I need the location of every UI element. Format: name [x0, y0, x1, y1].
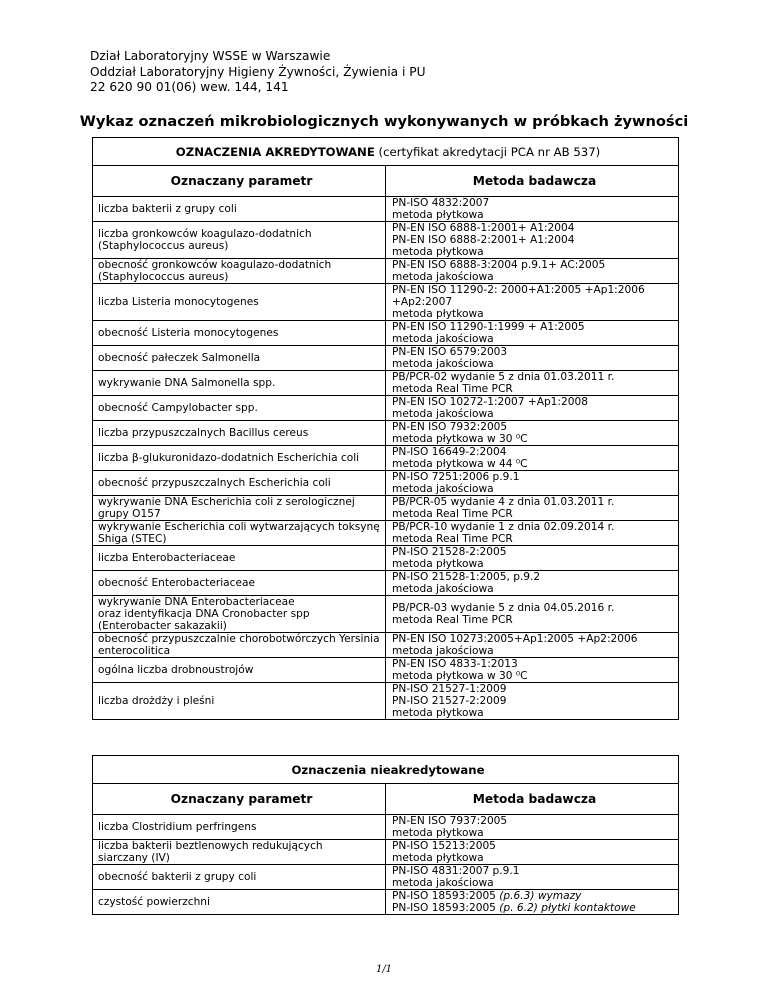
lab-header	[90, 49, 426, 96]
method-line	[392, 902, 678, 914]
table-row	[93, 446, 679, 471]
param-cell	[93, 840, 386, 865]
non-accredited-heading: Oznaczenia nieakredytowane	[93, 756, 679, 784]
method-line: PN-EN ISO 6888-2:2001+ A1:2004	[392, 234, 575, 246]
method-line: PB/PCR-02 wydanie 5 z dnia 01.03.2011 r.	[392, 371, 615, 383]
method-line: PN-EN ISO 7937:2005	[392, 815, 508, 827]
method-line: metoda Real Time PCR	[392, 533, 513, 545]
param-cell	[93, 546, 386, 571]
method-line: PN-ISO 21528-2:2005	[392, 546, 507, 558]
method-line: metoda płytkowa	[392, 558, 484, 570]
method-line: metoda jakościowa	[392, 358, 494, 370]
table-row	[93, 371, 679, 396]
param-cell	[93, 346, 386, 371]
accredited-heading	[93, 138, 679, 166]
method-line: PN-EN ISO 6579:2003	[392, 346, 508, 358]
param-line: liczba Enterobacteriaceae	[98, 552, 236, 564]
page-title: Wykaz oznaczeń mikrobiologicznych wykonywanych w próbkach żywności	[79, 113, 689, 130]
param-cell	[93, 222, 386, 259]
param-line: obecność Enterobacteriaceae	[98, 577, 255, 589]
method-line: PN-EN ISO 7932:2005	[392, 421, 508, 433]
table-row	[93, 865, 679, 890]
param-cell	[93, 571, 386, 596]
method-line: PB/PCR-05 wydanie 4 z dnia 01.03.2011 r.	[392, 496, 615, 508]
param-line: grupy O157	[98, 508, 161, 520]
method-line: metoda jakościowa	[392, 645, 494, 657]
method-cell	[386, 546, 679, 571]
method-cell	[386, 596, 679, 633]
table-row	[93, 259, 679, 284]
header-line-2: Oddział Laboratoryjny Higieny Żywności, Żywienia i PU	[90, 64, 426, 79]
method-line: metoda jakościowa	[392, 271, 494, 283]
method-cell	[386, 284, 679, 321]
table-row	[93, 521, 679, 546]
table-row	[93, 321, 679, 346]
method-line: metoda Real Time PCR	[392, 383, 513, 395]
param-line: wykrywanie DNA Salmonella spp.	[98, 377, 276, 389]
param-line: Shiga (STEC)	[98, 533, 167, 545]
method-note: (p.6.3) wymazy	[499, 890, 582, 902]
method-cell	[386, 421, 679, 446]
method-line: PN-ISO 7251:2006 p.9.1	[392, 471, 520, 483]
param-line: obecność bakterii z grupy coli	[98, 871, 257, 883]
param-line: obecność przypuszczalnych Escherichia coli	[98, 477, 331, 489]
param-line: oraz identyfikacja DNA Cronobacter spp	[98, 608, 310, 620]
non-accredited-table	[92, 755, 679, 915]
method-code: PN-ISO 18593:2005	[392, 902, 500, 914]
method-line: PN-ISO 4832:2007	[392, 197, 490, 209]
method-line: PN-ISO 4831:2007 p.9.1	[392, 865, 520, 877]
method-line: PN-EN ISO 11290-2: 2000+A1:2005 +Ap1:2006	[392, 284, 645, 296]
table-row	[93, 346, 679, 371]
method-line: PN-EN ISO 10272-1:2007 +Ap1:2008	[392, 396, 588, 408]
accredited-column-headers	[93, 166, 679, 197]
method-line: metoda Real Time PCR	[392, 614, 513, 626]
method-cell	[386, 371, 679, 396]
param-cell	[93, 446, 386, 471]
accredited-heading-rest: (certyfikat akredytacji PCA nr AB 537)	[374, 144, 601, 159]
method-cell	[386, 840, 679, 865]
method-cell	[386, 321, 679, 346]
accredited-heading-row	[93, 138, 679, 166]
method-note: (p. 6.2) płytki kontaktowe	[499, 902, 636, 914]
table-row	[93, 683, 679, 720]
method-cell	[386, 521, 679, 546]
method-line: PN-EN ISO 6888-1:2001+ A1:2004	[392, 222, 575, 234]
param-cell	[93, 596, 386, 633]
method-cell	[386, 633, 679, 658]
method-cell	[386, 471, 679, 496]
param-cell	[93, 521, 386, 546]
param-cell	[93, 321, 386, 346]
param-line: obecność gronkowców koagulazo-dodatnich	[98, 259, 332, 271]
table-row	[93, 840, 679, 865]
table-row	[93, 596, 679, 633]
param-cell	[93, 633, 386, 658]
param-cell	[93, 683, 386, 720]
method-line: PN-EN ISO 11290-1:1999 + A1:2005	[392, 321, 585, 333]
param-line: liczba gronkowców koagulazo-dodatnich	[98, 228, 312, 240]
header-line-3: 22 620 90 01(06) wew. 144, 141	[90, 80, 289, 95]
method-line: PN-ISO 21528-1:2005, p.9.2	[392, 571, 541, 583]
table-row	[93, 471, 679, 496]
non-accredited-rows	[93, 815, 679, 890]
method-cell	[386, 446, 679, 471]
param-line: liczba bakterii z grupy coli	[98, 203, 237, 215]
param-line: liczba bakterii beztlenowych redukujących	[98, 840, 323, 852]
method-line: metoda jakościowa	[392, 583, 494, 595]
param-cell	[93, 471, 386, 496]
method-line: PN-ISO 21527-2:2009	[392, 695, 507, 707]
method-line: metoda płytkowa	[392, 209, 484, 221]
method-cell	[386, 865, 679, 890]
table-row	[93, 546, 679, 571]
param-line: siarczany (IV)	[98, 852, 170, 864]
param-line: liczba Clostridium perfringens	[98, 821, 257, 833]
table-row	[93, 571, 679, 596]
param-cell	[93, 658, 386, 683]
method-line: PN-EN ISO 6888-3:2004 p.9.1+ AC:2005	[392, 259, 606, 271]
method-line: metoda jakościowa	[392, 483, 494, 495]
method-line: metoda jakościowa	[392, 333, 494, 345]
param-cell	[93, 496, 386, 521]
method-cell	[386, 222, 679, 259]
table-row	[93, 658, 679, 683]
param-line: obecność przypuszczalnie chorobotwórczych Yersinia	[98, 633, 380, 645]
method-cell	[386, 496, 679, 521]
method-cell	[386, 683, 679, 720]
method-line: metoda płytkowa	[392, 707, 484, 719]
method-line: PB/PCR-03 wydanie 5 z dnia 04.05.2016 r.	[392, 602, 615, 614]
param-cell	[93, 815, 386, 840]
method-line: PN-EN ISO 4833-1:2013	[392, 658, 518, 670]
column-header-method: Metoda badawcza	[386, 166, 679, 197]
param-cell	[93, 865, 386, 890]
method-line	[392, 890, 678, 902]
param-line: liczba Listeria monocytogenes	[98, 296, 259, 308]
param-line: (Enterobacter sakazakii)	[98, 620, 227, 632]
table-row	[93, 815, 679, 840]
method-cell	[386, 890, 679, 915]
method-line: PN-ISO 16649-2:2004	[392, 446, 507, 458]
param-line: liczba przypuszczalnych Bacillus cereus	[98, 427, 309, 439]
table-row	[93, 421, 679, 446]
param-cell: czystość powierzchni	[93, 890, 386, 915]
method-cell	[386, 259, 679, 284]
param-line: wykrywanie DNA Escherichia coli z serologicznej	[98, 496, 355, 508]
method-cell	[386, 197, 679, 222]
non-accredited-heading-row	[93, 756, 679, 784]
param-cell	[93, 396, 386, 421]
method-line: PN-EN ISO 10273:2005+Ap1:2005 +Ap2:2006	[392, 633, 638, 645]
table-row	[93, 197, 679, 222]
header-line-1: Dział Laboratoryjny WSSE w Warszawie	[90, 49, 331, 63]
page-number: 1/1	[375, 964, 393, 975]
param-line: liczba β-glukuronidazo-dodatnich Escherichia coli	[98, 452, 360, 464]
method-line: PB/PCR-10 wydanie 1 z dnia 02.09.2014 r.	[392, 521, 615, 533]
method-cell	[386, 346, 679, 371]
param-line: (Staphylococcus aureus)	[98, 271, 229, 283]
method-line: metoda płytkowa	[392, 246, 484, 258]
accredited-heading-bold: OZNACZENIA AKREDYTOWANE	[175, 144, 375, 159]
column-header-param: Oznaczany parametr	[93, 166, 386, 197]
table-row	[93, 284, 679, 321]
param-cell	[93, 421, 386, 446]
param-cell	[93, 259, 386, 284]
param-line: wykrywanie Escherichia coli wytwarzających toksynę	[98, 521, 380, 533]
param-line: wykrywanie DNA Enterobacteriaceae	[98, 596, 295, 608]
table-row	[93, 496, 679, 521]
method-line: PN-ISO 21527-1:2009	[392, 683, 507, 695]
table-row	[93, 633, 679, 658]
column-header-method: Metoda badawcza	[386, 784, 679, 815]
param-line: liczba drożdży i pleśni	[98, 695, 215, 707]
method-cell	[386, 658, 679, 683]
param-line: enterocolitica	[98, 645, 171, 657]
method-cell	[386, 396, 679, 421]
method-cell	[386, 815, 679, 840]
param-line: ogólna liczba drobnoustrojów	[98, 664, 254, 676]
param-line: (Staphylococcus aureus)	[98, 240, 229, 252]
method-line: metoda płytkowa w 30 ⁰C	[392, 670, 528, 682]
method-line: PN-ISO 15213:2005	[392, 840, 496, 852]
method-line: metoda jakościowa	[392, 877, 494, 889]
method-line: metoda Real Time PCR	[392, 508, 513, 520]
column-header-param: Oznaczany parametr	[93, 784, 386, 815]
table-row	[93, 890, 679, 915]
method-line: metoda płytkowa w 30 ⁰C	[392, 433, 528, 445]
table-row	[93, 396, 679, 421]
table-row	[93, 222, 679, 259]
param-cell	[93, 284, 386, 321]
accredited-table	[92, 137, 679, 720]
non-accredited-column-headers	[93, 784, 679, 815]
param-cell	[93, 371, 386, 396]
method-line: metoda płytkowa	[392, 827, 484, 839]
param-line: obecność pałeczek Salmonella	[98, 352, 261, 364]
method-line: +Ap2:2007	[392, 296, 453, 308]
param-cell	[93, 197, 386, 222]
method-cell	[386, 571, 679, 596]
method-line: metoda płytkowa w 44 ⁰C	[392, 458, 528, 470]
param-line: obecność Listeria monocytogenes	[98, 327, 279, 339]
param-line: obecność Campylobacter spp.	[98, 402, 258, 414]
method-line: metoda płytkowa	[392, 852, 484, 864]
method-code: PN-ISO 18593:2005	[392, 890, 500, 902]
accredited-rows	[93, 197, 679, 720]
method-line: metoda jakościowa	[392, 408, 494, 420]
method-line: metoda płytkowa	[392, 308, 484, 320]
